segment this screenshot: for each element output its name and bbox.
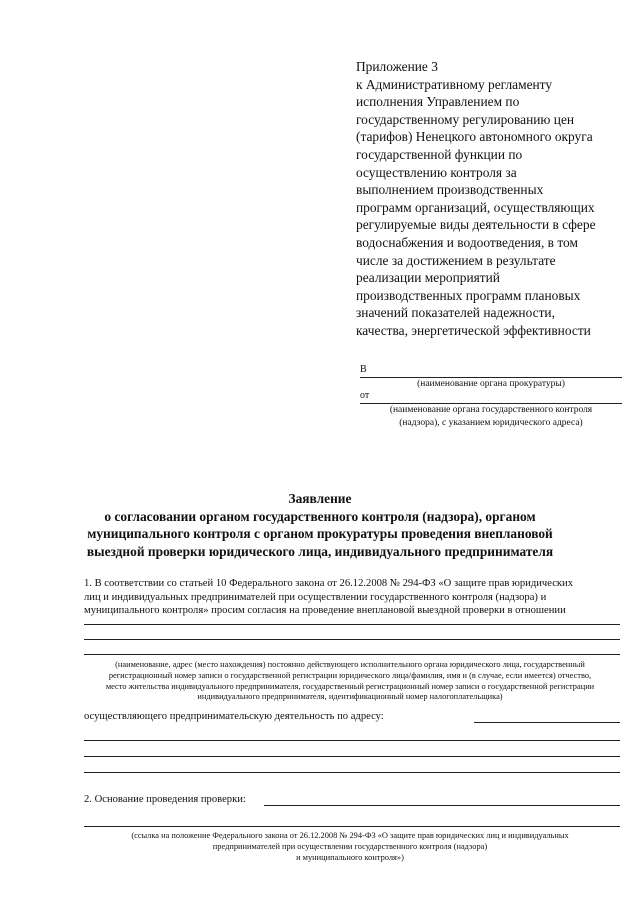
entity-caption-line: место жительства индивидуального предпринимателя, государственный регистрационный номер записи о государственной регистрации xyxy=(105,681,595,691)
basis-field[interactable] xyxy=(264,805,620,806)
annex-line: производственных программ плановых xyxy=(356,287,581,303)
annex-line: программ организаций, осуществляющих xyxy=(356,199,595,215)
title-line-3: муниципального контроля с органом прокуратуры проведения внеплановой xyxy=(87,526,553,541)
to-prefix: В xyxy=(360,364,367,375)
business-address-label: осуществляющего предпринимательскую деятельность по адресу: xyxy=(84,711,384,722)
annex-line: осуществлению контроля за xyxy=(356,164,517,180)
addressee-from xyxy=(360,389,622,430)
prosecutor-field[interactable] xyxy=(360,363,622,378)
entity-caption-line: регистрационный номер записи о государственной регистрации юридического лица/фамилия, имя и (в случае, если имеется) отчество, xyxy=(108,670,592,680)
entity-fill-line[interactable] xyxy=(84,654,620,655)
basis-caption-line: и муниципального контроля») xyxy=(296,852,404,862)
title-line-1: Заявление xyxy=(288,491,352,506)
entity-fill-line[interactable] xyxy=(84,624,620,625)
business-address-line[interactable] xyxy=(84,756,620,757)
from-prefix: от xyxy=(360,390,370,401)
annex-line: государственному регулированию цен xyxy=(356,111,575,127)
paragraph-1-line: муниципального контроля» просим согласия на проведение внеплановой выездной проверки в отношении xyxy=(84,605,566,617)
annex-line: выполнением производственных xyxy=(356,182,544,198)
annex-line: к Административному регламенту xyxy=(356,76,553,92)
annex-line: значений показателей надежности, xyxy=(356,305,555,321)
annex-header xyxy=(356,58,631,340)
business-address-line[interactable] xyxy=(84,740,620,741)
entity-caption-line: индивидуального предпринимателя, идентификационный номер налогоплательщика) xyxy=(197,692,503,702)
addressee-to xyxy=(360,363,622,391)
annex-line: числе за достижением в результате xyxy=(356,252,556,268)
annex-line: реализации мероприятий xyxy=(356,270,500,286)
business-address-field[interactable] xyxy=(474,722,620,723)
document-title xyxy=(40,490,600,560)
basis-line[interactable] xyxy=(84,826,620,827)
annex-line: государственной функции по xyxy=(356,146,523,162)
entity-caption xyxy=(80,660,620,703)
annex-line: регулируемые виды деятельности в сфере xyxy=(356,217,596,233)
control-body-caption-1: (наименование органа государственного контроля xyxy=(389,405,593,415)
title-line-2: о согласовании органом государственного контроля (надзора), органом xyxy=(104,508,536,524)
entity-caption-line: (наименование, адрес (место нахождения) постоянно действующего исполнительного органа юридического лица, государственный xyxy=(115,660,585,669)
control-body-field[interactable] xyxy=(360,389,622,404)
annex-line: исполнения Управлением по xyxy=(356,94,520,110)
annex-line: (тарифов) Ненецкого автономного округа xyxy=(356,129,593,145)
paragraph-1-line: лиц и индивидуальных предпринимателей при осуществлении государственного контроля (надзора) и xyxy=(84,591,547,603)
title-line-4: выездной проверки юридического лица, индивидуального предпринимателя xyxy=(86,543,554,559)
basis-caption-line: предпринимателей при осуществлении государственного контроля (надзора) xyxy=(212,841,488,851)
annex-line: качества, энергетической эффективности xyxy=(356,322,591,338)
annex-line: водоснабжения и водоотведения, в том xyxy=(356,234,578,250)
paragraph-1 xyxy=(84,577,600,618)
business-address-line[interactable] xyxy=(84,772,620,773)
annex-line: Приложение 3 xyxy=(356,59,438,74)
basis-caption xyxy=(80,831,620,863)
paragraph-1-line: 1. В соответствии со статьей 10 Федерального закона от 26.12.2008 № 294-ФЗ «О защите прав юридических xyxy=(84,578,574,589)
prosecutor-caption: (наименование органа прокуратуры) xyxy=(417,379,565,389)
entity-fill-line[interactable] xyxy=(84,639,620,640)
section-2-label: 2. Основание проведения проверки: xyxy=(84,794,246,805)
basis-caption-line: (ссылка на положение Федерального закона от 26.12.2008 № 294-ФЗ «О защите прав юридических лиц и индивидуальных xyxy=(131,831,569,840)
control-body-caption-2: (надзора), с указанием юридического адреса) xyxy=(399,418,583,428)
